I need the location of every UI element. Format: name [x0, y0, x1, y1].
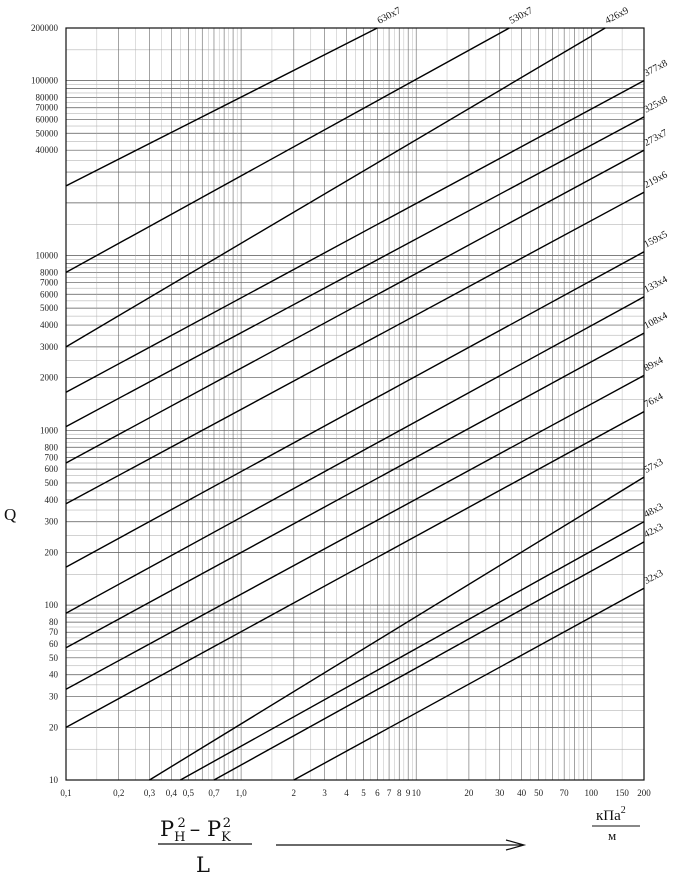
series-line — [66, 150, 644, 463]
y-tick-label: 80000 — [35, 92, 58, 103]
formula-minus-p2: – P — [189, 817, 222, 841]
y-tick-label: 600 — [44, 464, 58, 475]
y-tick-label: 5000 — [40, 303, 58, 314]
y-tick-label: 2000 — [40, 372, 58, 383]
series-label: 133x4 — [642, 274, 670, 296]
formula-sub1: H — [174, 830, 186, 845]
y-tick-label: 60000 — [35, 114, 58, 125]
x-tick-labels — [60, 788, 651, 798]
unit-m: м — [608, 828, 617, 843]
y-tick-label: 7000 — [40, 277, 58, 288]
series-label: 57x3 — [642, 456, 666, 476]
x-tick-label: 40 — [517, 788, 527, 798]
y-tick-label: 40 — [49, 669, 58, 680]
series-label: 325x8 — [642, 94, 670, 116]
unit-power: 2 — [620, 805, 626, 816]
x-tick-label: 5 — [361, 788, 366, 798]
x-tick-label: 0,2 — [113, 788, 125, 798]
formula-sup1: 2 — [177, 816, 186, 831]
y-tick-label: 10 — [49, 775, 58, 785]
plot-frame — [66, 28, 644, 780]
x-tick-label: 2 — [291, 788, 297, 798]
series-label: 108x4 — [642, 310, 670, 332]
y-tick-label: 100000 — [31, 75, 58, 86]
y-tick-labels — [31, 23, 59, 785]
formula-denominator: L — [196, 853, 210, 877]
unit-kpa: кПа — [596, 808, 621, 824]
y-tick-label: 8000 — [40, 267, 58, 278]
x-tick-label: 10 — [411, 788, 421, 798]
y-tick-label: 70000 — [35, 102, 58, 113]
y-tick-label: 700 — [44, 452, 58, 463]
series-label: 377x8 — [642, 57, 670, 80]
formula-sub2: K — [221, 830, 231, 845]
x-tick-label: 0,5 — [182, 788, 195, 798]
x-tick-label: 0,4 — [165, 788, 178, 798]
x-tick-label: 150 — [615, 788, 629, 798]
x-tick-label: 70 — [559, 788, 569, 798]
y-tick-label: 70 — [49, 627, 58, 638]
x-tick-label: 9 — [405, 788, 411, 798]
y-tick-label: 50 — [49, 652, 58, 663]
x-tick-label: 50 — [534, 788, 544, 798]
series-label: 159x5 — [642, 228, 670, 251]
series-label: 48x3 — [642, 501, 666, 521]
x-tick-label: 100 — [584, 788, 599, 798]
series-label: 42x3 — [642, 521, 666, 541]
x-tick-label: 20 — [464, 788, 474, 798]
y-tick-label: 30 — [49, 691, 58, 702]
y-tick-label: 100 — [44, 600, 58, 611]
y-tick-label: 6000 — [40, 289, 58, 300]
y-tick-label: 200000 — [31, 23, 58, 33]
series-line — [66, 81, 644, 393]
x-tick-label: 7 — [386, 788, 392, 798]
series-line — [66, 28, 377, 186]
grid-lines — [66, 28, 644, 780]
x-tick-label: 8 — [396, 788, 402, 798]
x-tick-label: 1,0 — [235, 788, 247, 798]
y-tick-label: 300 — [44, 516, 58, 527]
series-line — [66, 375, 644, 689]
series-label: 32x3 — [642, 567, 666, 587]
x-tick-label: 0,7 — [208, 788, 220, 798]
x-tick-label: 3 — [322, 788, 327, 798]
y-tick-label: 80 — [49, 617, 58, 628]
series-label: 426x9 — [603, 5, 631, 27]
y-tick-label: 10000 — [35, 250, 58, 261]
series-line — [214, 542, 644, 780]
x-direction-arrow — [276, 840, 524, 850]
svg-text:кПа2 — [596, 805, 626, 824]
y-tick-label: 3000 — [40, 341, 58, 352]
series-label: 219x6 — [642, 169, 670, 191]
svg-text:PH2– PK2 — [160, 816, 231, 845]
x-tick-label: 4 — [344, 788, 349, 798]
x-tick-label: 0,3 — [143, 788, 156, 798]
y-tick-label: 200 — [44, 547, 58, 558]
series-line — [66, 252, 644, 567]
y-tick-label: 50000 — [35, 128, 58, 139]
formula-p1: P — [160, 817, 175, 841]
y-tick-label: 60 — [49, 638, 58, 649]
x-tick-label: 6 — [375, 788, 380, 798]
y-tick-label: 4000 — [40, 320, 58, 331]
series-label: 76x4 — [642, 391, 666, 411]
y-tick-label: 20 — [49, 722, 58, 733]
series-line — [66, 297, 644, 613]
series-label: 89x4 — [642, 354, 666, 375]
series-label: 630x7 — [375, 5, 403, 27]
x-tick-label: 0,1 — [60, 788, 72, 798]
x-axis-formula — [158, 816, 252, 877]
y-axis-label: Q — [4, 505, 17, 524]
x-tick-label: 30 — [495, 788, 505, 798]
series-label: 530x7 — [507, 5, 535, 27]
x-axis-unit — [592, 805, 640, 843]
y-tick-label: 40000 — [35, 145, 58, 156]
y-tick-label: 500 — [44, 477, 58, 488]
y-tick-label: 800 — [44, 442, 58, 453]
y-tick-label: 1000 — [40, 425, 58, 436]
series-label: 273x7 — [642, 127, 670, 149]
y-tick-label: 400 — [44, 494, 58, 505]
series-line — [66, 28, 605, 347]
formula-sup2: 2 — [222, 816, 232, 831]
x-tick-label: 200 — [637, 788, 651, 798]
